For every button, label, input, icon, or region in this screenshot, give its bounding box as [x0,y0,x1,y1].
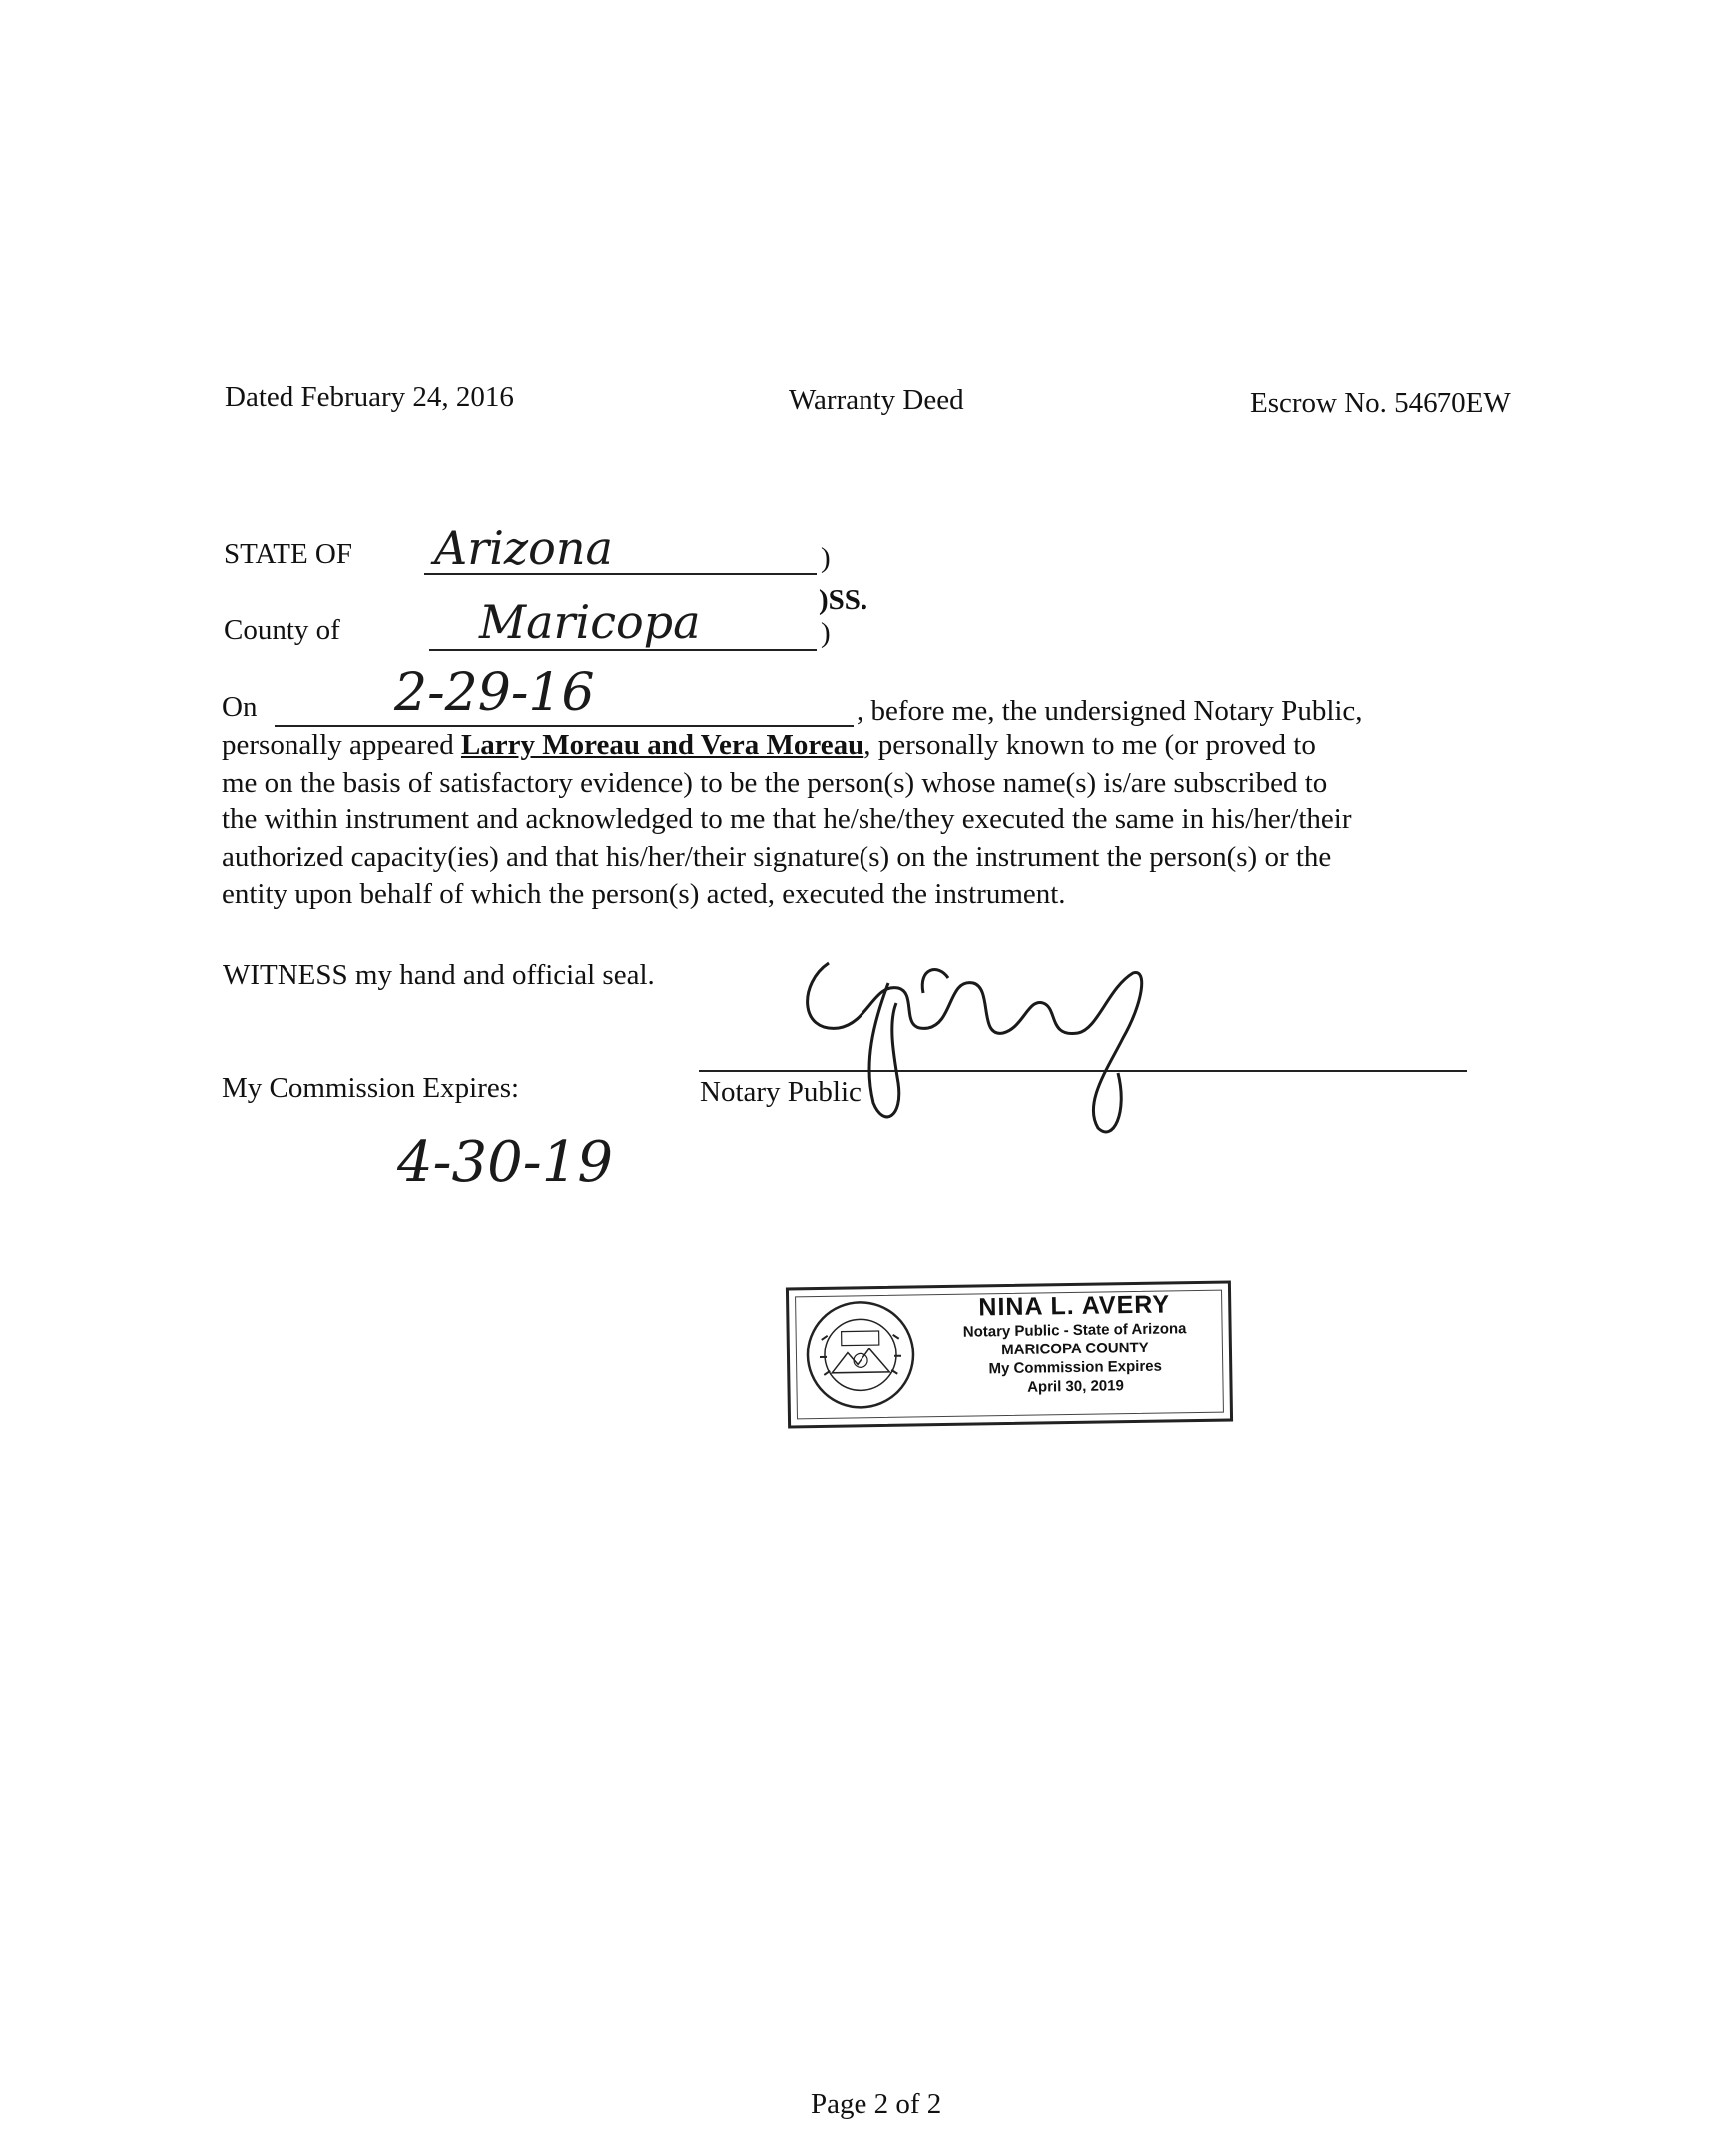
state-paren: ) [821,542,831,574]
ss-label: )SS. [819,584,868,616]
ack-line1-tail: , before me, the undersigned Notary Public, [857,695,1363,727]
page-number: Page 2 of 2 [811,2088,942,2120]
county-label: County of [224,614,340,646]
appearing-persons: Larry Moreau and Vera Moreau [460,729,864,761]
stamp-text-block [928,1290,1222,1399]
commission-handwritten: 4-30-19 [397,1130,613,1195]
stamp-notary-name: NINA L. AVERY [978,1290,1171,1322]
state-label: STATE OF [224,538,352,570]
ack-line2 [222,727,1559,765]
ack-line2-pre: personally appeared [222,729,461,761]
ack-line2-post: , personally known to me (or proved to [863,729,1316,761]
dated-line: Dated February 24, 2016 [225,381,514,413]
county-handwritten: Maricopa [479,595,701,649]
commission-label: My Commission Expires: [222,1072,520,1104]
stamp-commission-label: My Commission Expires [988,1357,1163,1378]
document-title: Warranty Deed [789,384,964,416]
state-seal [801,1298,920,1411]
notary-stamp [786,1281,1233,1429]
stamp-county: MARICOPA COUNTY [1001,1339,1149,1359]
acknowledgment-body [222,727,1559,914]
ack-line4: the within instrument and acknowledged to me that he/she/they executed the same in his/her/their [222,804,1352,835]
on-label: On [222,691,258,723]
notary-public-label: Notary Public [700,1076,862,1108]
witness-text: WITNESS my hand and official seal. [223,959,655,991]
ack-line3: me on the basis of satisfactory evidence) to be the person(s) whose name(s) is/are subscribed to [222,766,1328,799]
ack-line5: authorized capacity(ies) and that his/her/their signature(s) on the instrument the person(s) or the [222,840,1332,873]
notary-signature [779,943,1178,1153]
ack-line6: entity upon behalf of which the person(s) acted, executed the instrument. [222,878,1066,910]
county-paren: ) [821,617,831,649]
county-line [429,649,817,651]
escrow-number: Escrow No. 54670EW [1250,387,1511,419]
date-handwritten: 2-29-16 [394,663,595,723]
state-handwritten: Arizona [434,521,613,575]
stamp-title: Notary Public - State of Arizona [962,1320,1187,1341]
stamp-commission-date: April 30, 2019 [1027,1377,1125,1396]
